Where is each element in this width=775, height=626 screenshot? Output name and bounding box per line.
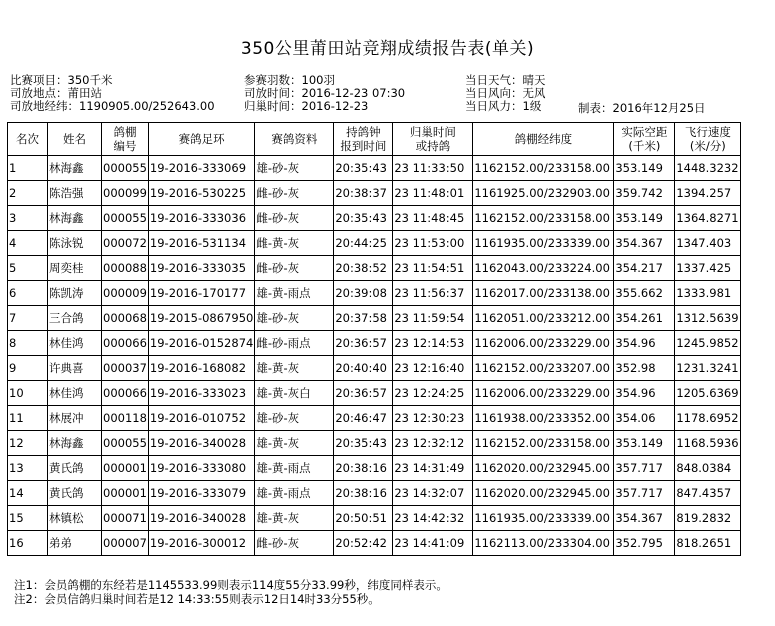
cell-clock-time: 20:44:25 (334, 231, 393, 256)
cell-loft-coordinates: 1162152.00/233158.00 (473, 206, 614, 231)
cell-bird-info: 雌-砂-雨点 (255, 331, 334, 356)
cell-loft-id: 000072 (102, 231, 149, 256)
cell-speed: 818.2651 (675, 531, 741, 556)
table-row (8, 206, 741, 231)
cell-loft-id: 000066 (102, 381, 149, 406)
cell-loft-id: 000066 (102, 331, 149, 356)
cell-bird-info: 雌-砂-灰 (255, 181, 334, 206)
wind-force: 当日风力：1级 (465, 99, 542, 113)
cell-return-time: 23 14:31:49 (393, 456, 473, 481)
race-info-column-3 (465, 74, 546, 113)
table-row (8, 406, 741, 431)
footnote-1: 注1：会员鸽棚的东经若是1145533.99则表示114度55分33.99秒，纬度同样表示。 (14, 578, 448, 592)
table-row (8, 456, 741, 481)
cell-return-time: 23 11:48:01 (393, 181, 473, 206)
cell-name: 林展冲 (48, 406, 102, 431)
cell-loft-coordinates: 1161925.00/232903.00 (473, 181, 614, 206)
cell-speed: 1337.425 (675, 256, 741, 281)
cell-loft-id: 000055 (102, 431, 149, 456)
cell-loft-coordinates: 1161935.00/233339.00 (473, 231, 614, 256)
cell-ring-number: 19-2016-333036 (148, 206, 254, 231)
table-row (8, 531, 741, 556)
cell-distance: 355.662 (614, 281, 675, 306)
entry-count: 参赛羽数：100羽 (244, 73, 335, 87)
cell-loft-id: 000118 (102, 406, 149, 431)
cell-ring-number: 19-2016-333069 (148, 156, 254, 181)
cell-loft-id: 000055 (102, 206, 149, 231)
header-line: 姓名 (63, 132, 86, 146)
cell-loft-id: 000009 (102, 281, 149, 306)
cell-speed: 1168.5936 (675, 431, 741, 456)
cell-speed: 1347.403 (675, 231, 741, 256)
cell-rank: 9 (8, 356, 48, 381)
cell-bird-info: 雄-砂-灰 (255, 306, 334, 331)
cell-distance: 357.717 (614, 456, 675, 481)
header-line: 持鸽钟 (346, 125, 381, 139)
report-date: 制表：2016年12月25日 (578, 101, 706, 115)
cell-loft-coordinates: 1162051.00/233212.00 (473, 306, 614, 331)
header-line: 名次 (16, 132, 39, 146)
cell-loft-coordinates: 1162017.00/233138.00 (473, 281, 614, 306)
cell-return-time: 23 14:32:07 (393, 481, 473, 506)
cell-name: 林海鑫 (48, 156, 102, 181)
cell-return-time: 23 14:42:32 (393, 506, 473, 531)
cell-ring-number: 19-2016-333023 (148, 381, 254, 406)
cell-loft-coordinates: 1162006.00/233229.00 (473, 331, 614, 356)
cell-return-time: 23 11:33:50 (393, 156, 473, 181)
cell-bird-info: 雄-砂-灰 (255, 156, 334, 181)
cell-distance: 353.149 (614, 156, 675, 181)
cell-rank: 5 (8, 256, 48, 281)
cell-name: 周奕桂 (48, 256, 102, 281)
cell-name: 陈凯涛 (48, 281, 102, 306)
cell-ring-number: 19-2016-340028 (148, 506, 254, 531)
cell-rank: 15 (8, 506, 48, 531)
cell-bird-info: 雄-黄-灰 (255, 506, 334, 531)
cell-bird-info: 雌-砂-灰 (255, 256, 334, 281)
table-row (8, 381, 741, 406)
cell-clock-time: 20:35:43 (334, 431, 393, 456)
cell-clock-time: 20:35:43 (334, 156, 393, 181)
cell-return-time: 23 11:48:45 (393, 206, 473, 231)
cell-name: 林海鑫 (48, 206, 102, 231)
cell-ring-number: 19-2016-168082 (148, 356, 254, 381)
race-info-column-2 (244, 74, 405, 113)
cell-return-time: 23 12:24:25 (393, 381, 473, 406)
header-loft-id (102, 123, 149, 156)
cell-distance: 354.96 (614, 381, 675, 406)
cell-loft-coordinates: 1162020.00/232945.00 (473, 456, 614, 481)
cell-speed: 1245.9852 (675, 331, 741, 356)
cell-return-time: 23 11:53:00 (393, 231, 473, 256)
cell-name: 林海鑫 (48, 431, 102, 456)
race-item: 比赛项目：350千米 (10, 73, 113, 87)
cell-distance: 354.261 (614, 306, 675, 331)
cell-bird-info: 雌-砂-灰 (255, 206, 334, 231)
cell-name: 林佳鸿 (48, 381, 102, 406)
cell-clock-time: 20:39:08 (334, 281, 393, 306)
cell-distance: 354.96 (614, 331, 675, 356)
table-row (8, 306, 741, 331)
header-line: (米/分) (689, 139, 726, 153)
cell-distance: 353.149 (614, 431, 675, 456)
cell-ring-number: 19-2016-010752 (148, 406, 254, 431)
cell-rank: 2 (8, 181, 48, 206)
cell-loft-coordinates: 1162020.00/232945.00 (473, 481, 614, 506)
cell-rank: 11 (8, 406, 48, 431)
cell-bird-info: 雄-黄-灰 (255, 431, 334, 456)
cell-rank: 13 (8, 456, 48, 481)
cell-speed: 1205.6369 (675, 381, 741, 406)
cell-rank: 6 (8, 281, 48, 306)
cell-ring-number: 19-2016-340028 (148, 431, 254, 456)
cell-clock-time: 20:40:40 (334, 356, 393, 381)
cell-name: 黄氏鸽 (48, 456, 102, 481)
cell-clock-time: 20:38:37 (334, 181, 393, 206)
cell-return-time: 23 12:30:23 (393, 406, 473, 431)
table-row (8, 231, 741, 256)
header-loft-coordinates (473, 123, 614, 156)
table-row (8, 356, 741, 381)
header-line: 飞行速度 (684, 125, 731, 139)
cell-return-time: 23 12:32:12 (393, 431, 473, 456)
cell-speed: 1231.3241 (675, 356, 741, 381)
header-return-time (393, 123, 473, 156)
cell-clock-time: 20:46:47 (334, 406, 393, 431)
cell-rank: 8 (8, 331, 48, 356)
cell-loft-id: 000001 (102, 481, 149, 506)
cell-distance: 354.367 (614, 506, 675, 531)
cell-distance: 354.367 (614, 231, 675, 256)
cell-rank: 4 (8, 231, 48, 256)
header-line: 实际空距 (621, 125, 668, 139)
cell-rank: 10 (8, 381, 48, 406)
release-time: 司放时间：2016-12-23 07:30 (244, 86, 406, 100)
cell-return-time: 23 11:59:54 (393, 306, 473, 331)
cell-loft-id: 000001 (102, 456, 149, 481)
cell-distance: 353.149 (614, 206, 675, 231)
cell-clock-time: 20:52:42 (334, 531, 393, 556)
cell-bird-info: 雄-砂-灰 (255, 406, 334, 431)
cell-ring-number: 19-2016-333080 (148, 456, 254, 481)
results-table (7, 122, 741, 556)
cell-speed: 847.4357 (675, 481, 741, 506)
cell-ring-number: 19-2016-300012 (148, 531, 254, 556)
cell-name: 林佳鸿 (48, 331, 102, 356)
cell-loft-coordinates: 1162006.00/233229.00 (473, 381, 614, 406)
cell-loft-id: 000099 (102, 181, 149, 206)
cell-bird-info: 雄-黄-灰白 (255, 381, 334, 406)
header-clock-time (334, 123, 393, 156)
cell-loft-id: 000007 (102, 531, 149, 556)
header-line: 赛鸽足环 (178, 132, 225, 146)
cell-name: 许典喜 (48, 356, 102, 381)
header-speed (675, 123, 741, 156)
header-line: 归巢时间 (409, 125, 456, 139)
cell-distance: 357.717 (614, 481, 675, 506)
table-row (8, 281, 741, 306)
cell-ring-number: 19-2015-0867950 (148, 306, 254, 331)
header-line: (千米) (628, 139, 661, 153)
header-bird-info (255, 123, 334, 156)
cell-speed: 819.2832 (675, 506, 741, 531)
cell-name: 陈泳锐 (48, 231, 102, 256)
table-row (8, 181, 741, 206)
table-row (8, 156, 741, 181)
cell-bird-info: 雄-黄-雨点 (255, 281, 334, 306)
cell-loft-coordinates: 1161938.00/233352.00 (473, 406, 614, 431)
race-info-column-1 (10, 74, 215, 113)
cell-clock-time: 20:35:43 (334, 206, 393, 231)
cell-clock-time: 20:37:58 (334, 306, 393, 331)
cell-distance: 359.742 (614, 181, 675, 206)
cell-ring-number: 19-2016-170177 (148, 281, 254, 306)
cell-clock-time: 20:38:16 (334, 481, 393, 506)
table-row (8, 506, 741, 531)
cell-speed: 1312.5639 (675, 306, 741, 331)
cell-return-time: 23 11:56:37 (393, 281, 473, 306)
cell-rank: 12 (8, 431, 48, 456)
cell-ring-number: 19-2016-531134 (148, 231, 254, 256)
header-line: 赛鸽资料 (271, 132, 318, 146)
cell-clock-time: 20:36:57 (334, 381, 393, 406)
cell-bird-info: 雄-黄-灰 (255, 356, 334, 381)
cell-loft-coordinates: 1162113.00/233304.00 (473, 531, 614, 556)
cell-loft-id: 000055 (102, 156, 149, 181)
cell-distance: 352.795 (614, 531, 675, 556)
cell-return-time: 23 12:16:40 (393, 356, 473, 381)
cell-name: 陈浩强 (48, 181, 102, 206)
cell-distance: 354.06 (614, 406, 675, 431)
header-line: 鸽棚经纬度 (514, 132, 573, 146)
cell-rank: 16 (8, 531, 48, 556)
header-line: 或持鸽 (415, 139, 451, 153)
footnote-2: 注2：会员信鸽归巢时间若是12 14:33:55则表示12日14时33分55秒。 (14, 592, 380, 606)
cell-ring-number: 19-2016-0152874 (148, 331, 254, 356)
footnotes (14, 578, 448, 606)
table-header-row (8, 123, 741, 156)
cell-ring-number: 19-2016-530225 (148, 181, 254, 206)
header-line: 报到时间 (340, 139, 387, 153)
cell-loft-coordinates: 1161935.00/233339.00 (473, 506, 614, 531)
cell-rank: 14 (8, 481, 48, 506)
cell-name: 三合鸽 (48, 306, 102, 331)
cell-speed: 1394.257 (675, 181, 741, 206)
cell-return-time: 23 11:54:51 (393, 256, 473, 281)
cell-bird-info: 雄-黄-雨点 (255, 481, 334, 506)
table-row (8, 256, 741, 281)
cell-loft-coordinates: 1162152.00/233158.00 (473, 156, 614, 181)
table-row (8, 481, 741, 506)
cell-rank: 1 (8, 156, 48, 181)
header-name (48, 123, 102, 156)
header-rank (8, 123, 48, 156)
cell-ring-number: 19-2016-333079 (148, 481, 254, 506)
return-date: 归巢时间：2016-12-23 (244, 99, 369, 113)
cell-clock-time: 20:36:57 (334, 331, 393, 356)
cell-loft-id: 000037 (102, 356, 149, 381)
header-line: 编号 (113, 139, 137, 153)
cell-ring-number: 19-2016-333035 (148, 256, 254, 281)
header-distance (614, 123, 675, 156)
cell-clock-time: 20:38:16 (334, 456, 393, 481)
cell-clock-time: 20:38:52 (334, 256, 393, 281)
cell-speed: 1178.6952 (675, 406, 741, 431)
cell-speed: 848.0384 (675, 456, 741, 481)
cell-loft-coordinates: 1162152.00/233207.00 (473, 356, 614, 381)
table-row (8, 331, 741, 356)
cell-bird-info: 雌-黄-灰 (255, 231, 334, 256)
cell-rank: 3 (8, 206, 48, 231)
cell-bird-info: 雄-黄-雨点 (255, 456, 334, 481)
cell-rank: 7 (8, 306, 48, 331)
release-location: 司放地点：莆田站 (10, 86, 102, 100)
wind-direction: 当日风向：无风 (465, 86, 546, 100)
cell-loft-id: 000068 (102, 306, 149, 331)
cell-distance: 354.217 (614, 256, 675, 281)
report-title: 350公里莆田站竞翔成绩报告表(单关) (240, 39, 535, 59)
cell-speed: 1448.3232 (675, 156, 741, 181)
cell-loft-id: 000088 (102, 256, 149, 281)
cell-name: 弟弟 (48, 531, 102, 556)
cell-speed: 1333.981 (675, 281, 741, 306)
cell-speed: 1364.8271 (675, 206, 741, 231)
header-line: 鸽棚 (113, 125, 137, 139)
cell-distance: 352.98 (614, 356, 675, 381)
cell-name: 黄氏鸽 (48, 481, 102, 506)
cell-return-time: 23 14:41:09 (393, 531, 473, 556)
header-ring-number (148, 123, 254, 156)
cell-bird-info: 雌-砂-灰 (255, 531, 334, 556)
cell-clock-time: 20:50:51 (334, 506, 393, 531)
cell-loft-coordinates: 1162152.00/233158.00 (473, 431, 614, 456)
cell-return-time: 23 12:14:53 (393, 331, 473, 356)
release-coordinates: 司放地经纬：1190905.00/252643.00 (10, 99, 215, 113)
table-row (8, 431, 741, 456)
cell-name: 林镇松 (48, 506, 102, 531)
cell-loft-coordinates: 1162043.00/233224.00 (473, 256, 614, 281)
weather: 当日天气：晴天 (465, 73, 546, 87)
cell-loft-id: 000071 (102, 506, 149, 531)
